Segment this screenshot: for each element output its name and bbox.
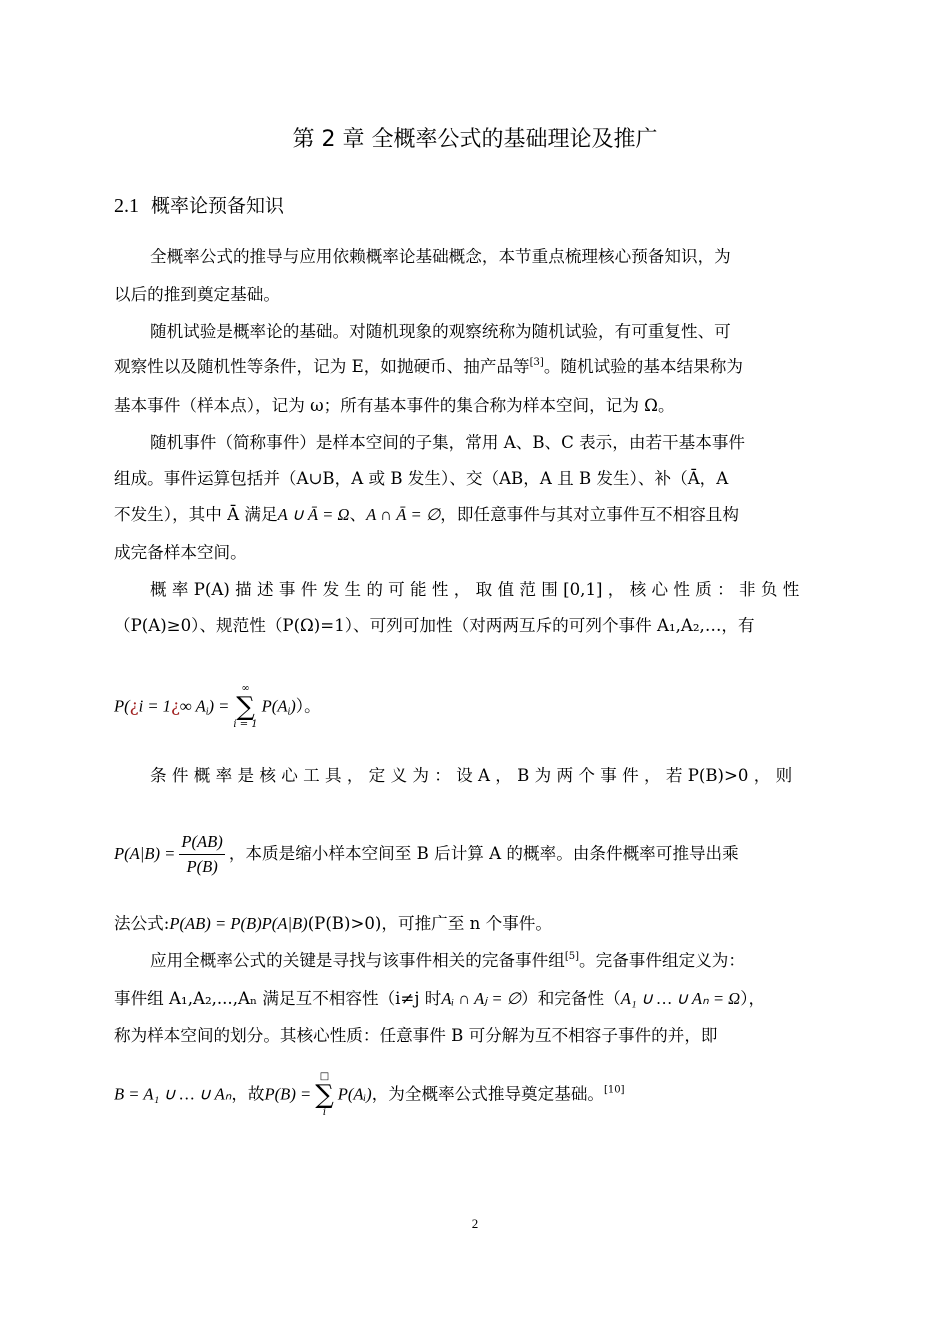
- math-mutually-exclusive: Aᵢ ∩ Aⱼ = ∅: [441, 989, 522, 1008]
- math-text: P(B) =: [264, 1084, 312, 1104]
- chapter-title: 第 2 章 全概率公式的基础理论及推广: [292, 127, 658, 152]
- paragraph-3-line-1: 随机事件（简称事件）是样本空间的子集，常用 A、B、C 表示，由若干基本事件: [150, 433, 746, 452]
- math-exhaustive: A₁ ∪ … ∪ Aₙ = Ω: [620, 989, 741, 1008]
- paragraph-4-line-1: 概 率 P(A) 描 述 事 件 发 生 的 可 能 性 ， 取 值 范 围 [0,1] ， 核 心 性 质 ： 非 负 性: [150, 580, 800, 599]
- text-span: ，即任意事件与其对立事件互不相容且构: [440, 505, 739, 524]
- text-span: 事件组 A₁,A₂,...,Aₙ 满足互不相容性（i≠j 时: [114, 989, 442, 1008]
- paragraph-6-line-3: 称为样本空间的划分。其核心性质：任意事件 B 可分解为互不相容子事件的并，即: [114, 1026, 718, 1045]
- section-heading: [114, 191, 284, 218]
- text-span: 。随机试验的基本结果称为: [543, 357, 743, 376]
- paragraph-3-line-2: 组成。事件运算包括并（A∪B，A 或 B 发生）、交（AB，A 且 B 发生）、补（Ā，A: [114, 469, 729, 488]
- paragraph-2-line-3: 基本事件（样本点），记为 ω；所有基本事件的集合称为样本空间，记为 Ω。: [114, 396, 675, 415]
- summation-operator: [315, 1072, 334, 1118]
- text-span: ，故: [231, 1084, 265, 1104]
- paragraph-3-line-4: 成完备样本空间。: [114, 543, 247, 562]
- paragraph-6-line-2: [114, 985, 838, 1009]
- page-number: 2: [471, 1216, 479, 1231]
- sum-upper-limit: ∞: [241, 683, 250, 694]
- math-text: P(A: [261, 696, 288, 716]
- sigma-icon: ∑: [315, 1080, 334, 1110]
- text-span: ），: [740, 989, 766, 1008]
- paragraph-1-line-2: 以后的推到奠定基础。: [114, 285, 280, 304]
- citation: [10]: [604, 1084, 625, 1096]
- text-span: 观察性以及随机性等条件，记为 E，如抛硬币、抽产品等: [114, 357, 530, 376]
- section-number: 2.1: [114, 195, 139, 217]
- paragraph-3-line-3: [114, 501, 838, 525]
- text-span: 。完备事件组定义为：: [579, 951, 745, 970]
- math-complement-union: A ∪ Ā = Ω: [277, 505, 350, 524]
- paragraph-5-line-1: 条 件 概 率 是 核 心 工 具 ， 定 义 为 ： 设 A ， B 为 两 个 事 件 ， 若 P(B)>0 ， 则: [150, 766, 793, 785]
- text-span: (P(B)>0)，可推广至 n 个事件。: [307, 914, 552, 933]
- math-text: P(: [114, 696, 130, 716]
- text-span: ，为全概率公式推导奠定基础。: [371, 1084, 605, 1104]
- fraction-denominator: P(B): [186, 857, 218, 876]
- citation: [3]: [529, 357, 544, 368]
- math-text: P(Aᵢ): [337, 1084, 372, 1104]
- multiplication-formula: P(AB) = P(B)P(A|B): [169, 914, 308, 933]
- math-partition: B = A₁ ∪ … ∪ Aₙ: [114, 1084, 232, 1104]
- countable-additivity-formula: [114, 684, 838, 730]
- math-text: ) =: [208, 696, 230, 716]
- text-span: 法公式:: [114, 914, 170, 933]
- conditional-probability-formula: [114, 832, 838, 877]
- garbled-glyph: ¿: [129, 696, 139, 716]
- garbled-glyph: ¿: [170, 696, 180, 716]
- text-span: ）。: [295, 696, 321, 716]
- summation-operator: [233, 684, 257, 730]
- paragraph-2-line-1: 随机试验是概率论的基础。对随机现象的观察统称为随机试验，有可重复性、可: [150, 322, 731, 341]
- sum-lower-limit: i: [322, 1107, 327, 1118]
- sum-lower-limit: i = 1: [233, 719, 258, 730]
- math-text: ): [290, 696, 296, 716]
- text-span: 、: [349, 505, 367, 524]
- fraction: [179, 832, 224, 877]
- citation: [5]: [564, 951, 580, 962]
- text-span: 不发生），其中 Ā 满足: [114, 505, 278, 524]
- paragraph-5-line-3: [114, 910, 838, 934]
- paragraph-4-line-2: （P(A)≥0）、规范性（P(Ω)=1）、可列可加性（对两两互斥的可列个事件 A₁,A₂,…，有: [114, 616, 755, 635]
- fraction-numerator: P(AB): [179, 832, 224, 855]
- sigma-icon: ∑: [236, 692, 255, 722]
- math-lhs: P(A|B) =: [114, 844, 176, 863]
- paragraph-6-line-1: [150, 947, 838, 971]
- text-span: 应用全概率公式的关键是寻找与该事件相关的完备事件组: [150, 951, 565, 970]
- paragraph-2-line-2: [114, 353, 838, 377]
- math-text: ∞ A: [179, 696, 206, 716]
- math-complement-intersection: A ∩ Ā = ∅: [366, 505, 441, 524]
- sum-upper-limit: □: [319, 1071, 330, 1082]
- text-span: ）和完备性（: [521, 989, 621, 1008]
- text-span: ，本质是缩小样本空间至 B 后计算 A 的概率。由条件概率可推导出乘: [228, 844, 739, 863]
- math-subscript: i: [287, 706, 291, 718]
- math-text: i = 1: [138, 696, 171, 716]
- math-subscript: i: [205, 706, 209, 718]
- paragraph-1-line-1: 全概率公式的推导与应用依赖概率论基础概念，本节重点梳理核心预备知识，为: [150, 247, 731, 266]
- paragraph-6-line-4: [114, 1072, 838, 1118]
- section-title: 概率论预备知识: [151, 195, 285, 217]
